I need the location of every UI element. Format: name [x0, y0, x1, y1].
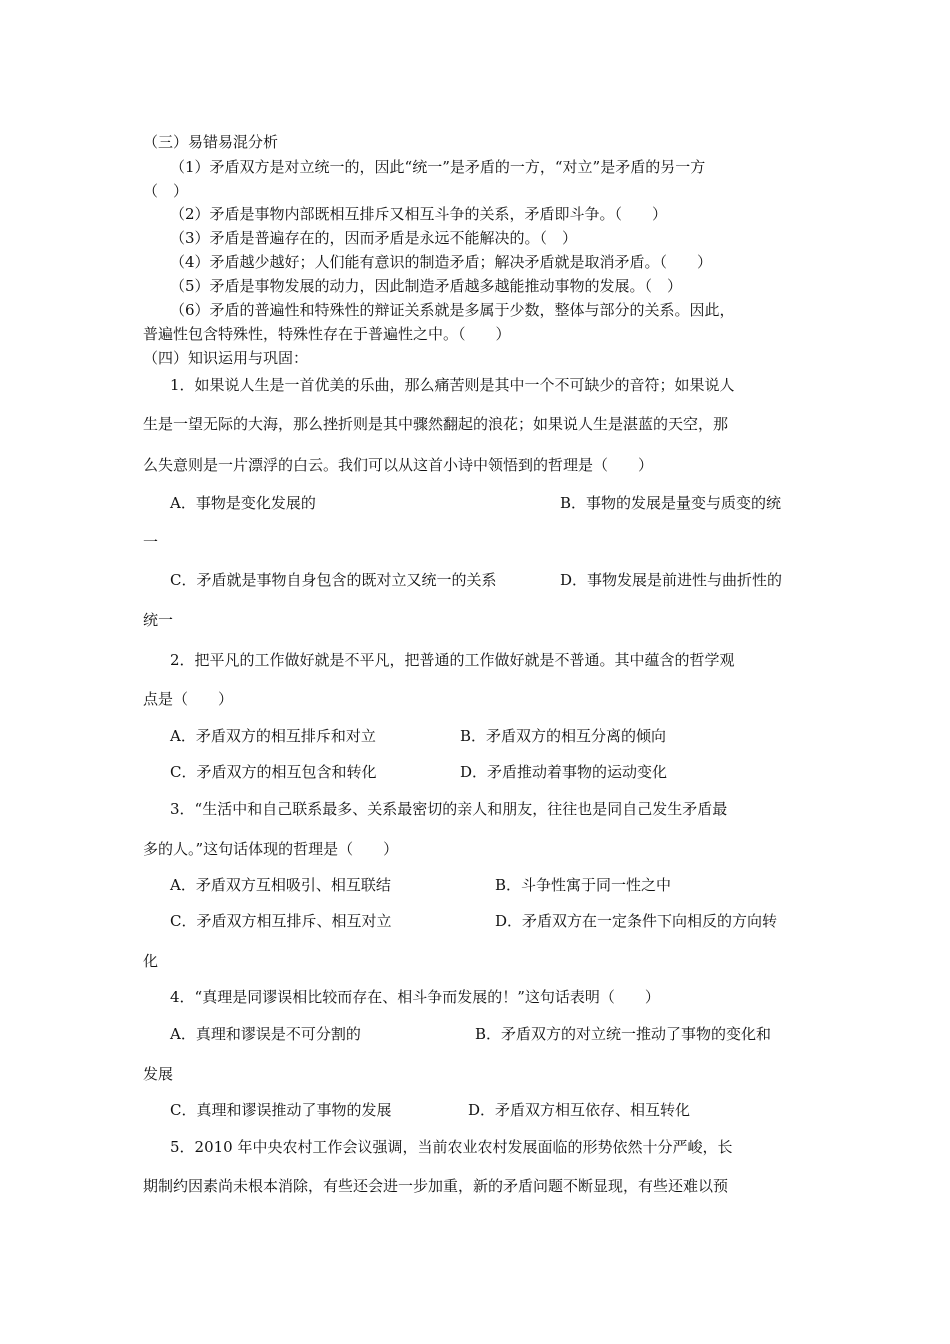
q2-stem-line-1: 2．把平凡的工作做好就是不平凡，把普通的工作做好就是不普通。其中蕴含的哲学观	[170, 651, 735, 669]
q4-option-b-cont: 发展	[143, 1065, 174, 1083]
q1-option-b: B．事物的发展是量变与质变的统	[560, 494, 782, 512]
q5-stem-line-1: 5．2010 年中央农村工作会议强调，当前农业农村发展面临的形势依然十分严峻，长	[170, 1138, 733, 1156]
q3-option-d-cont: 化	[143, 952, 159, 970]
q1-option-d: D．事物发展是前进性与曲折性的	[560, 571, 783, 589]
q2-option-b: B．矛盾双方的相互分离的倾向	[460, 727, 667, 745]
q3-option-a: A．矛盾双方互相吸引、相互联结	[170, 876, 391, 894]
error-item-6-cont: 普遍性包含特殊性，特殊性存在于普遍性之中。（ ）	[143, 325, 511, 343]
error-item-6: （6）矛盾的普遍性和特殊性的辩证关系就是多属于少数，整体与部分的关系。因此，	[170, 301, 735, 319]
q2-option-d: D．矛盾推动着事物的运动变化	[460, 763, 668, 781]
error-item-1: （1）矛盾双方是对立统一的，因此“统一”是矛盾的一方，“对立”是矛盾的另一方	[170, 158, 706, 176]
q1-stem-line-3: 么失意则是一片漂浮的白云。我们可以从这首小诗中领悟到的哲理是（ ）	[143, 456, 654, 474]
q3-option-b: B．斗争性寓于同一性之中	[495, 876, 672, 894]
error-item-5: （5）矛盾是事物发展的动力，因此制造矛盾越多越能推动事物的发展。（ ）	[170, 277, 683, 295]
section-heading-3: （三）易错易混分析	[143, 133, 279, 151]
q2-option-c: C．矛盾双方的相互包含和转化	[170, 763, 377, 781]
section-heading-4: （四）知识运用与巩固：	[143, 349, 309, 367]
q5-stem-line-2: 期制约因素尚未根本消除，有些还会进一步加重，新的矛盾问题不断显现，有些还难以预	[143, 1177, 729, 1195]
q4-option-a: A．真理和谬误是不可分割的	[170, 1025, 361, 1043]
q3-stem-line-1: 3．“生活中和自己联系最多、关系最密切的亲人和朋友，往往也是同自己发生矛盾最	[170, 800, 728, 818]
q4-option-b: B．矛盾双方的对立统一推动了事物的变化和	[475, 1025, 772, 1043]
q3-option-d: D．矛盾双方在一定条件下向相反的方向转	[495, 912, 778, 930]
q1-option-a: A．事物是变化发展的	[170, 494, 316, 512]
error-item-4: （4）矛盾越少越好；人们能有意识的制造矛盾；解决矛盾就是取消矛盾。（ ）	[170, 253, 713, 271]
q1-option-c: C．矛盾就是事物自身包含的既对立又统一的关系	[170, 571, 497, 589]
error-item-3: （3）矛盾是普遍存在的，因而矛盾是永远不能解决的。（ ）	[170, 229, 578, 247]
q1-stem-line-1: 1．如果说人生是一首优美的乐曲，那么痛苦则是其中一个不可缺少的音符；如果说人	[170, 376, 735, 394]
q1-option-d-cont: 统一	[143, 611, 174, 629]
q2-option-a: A．矛盾双方的相互排斥和对立	[170, 727, 376, 745]
error-item-1-bracket: （ ）	[143, 182, 189, 200]
q2-stem-line-2: 点是（ ）	[143, 690, 234, 708]
q1-option-b-cont: 一	[143, 533, 159, 551]
q3-option-c: C．矛盾双方相互排斥、相互对立	[170, 912, 392, 930]
q4-stem-line-1: 4．“真理是同谬误相比较而存在、相斗争而发展的！”这句话表明（ ）	[170, 988, 660, 1006]
q3-stem-line-2: 多的人。”这句话体现的哲理是（ ）	[143, 840, 399, 858]
q1-stem-line-2: 生是一望无际的大海，那么挫折则是其中骤然翻起的浪花；如果说人生是湛蓝的天空，那	[143, 415, 729, 433]
q4-option-d: D．矛盾双方相互依存、相互转化	[468, 1101, 691, 1119]
q4-option-c: C．真理和谬误推动了事物的发展	[170, 1101, 392, 1119]
error-item-2: （2）矛盾是事物内部既相互排斥又相互斗争的关系，矛盾即斗争。（ ）	[170, 205, 668, 223]
